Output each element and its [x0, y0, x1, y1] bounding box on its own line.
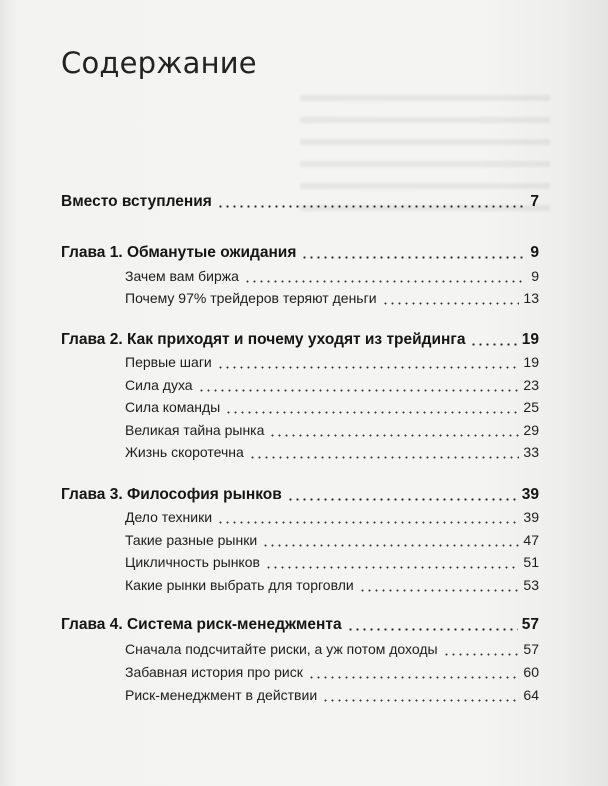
toc-section: [125, 576, 539, 593]
toc-entry-title: Глава 3. Философия рынков: [61, 485, 282, 503]
toc-entry-page: 64: [523, 687, 539, 703]
toc-entry-title: Такие разные рынки: [125, 532, 258, 548]
dot-leader: [382, 291, 520, 305]
toc-entry-page: 51: [523, 554, 539, 570]
toc-entry-title: Глава 4. Система риск-менеджмента: [61, 615, 342, 633]
toc-section: [125, 531, 539, 548]
dot-leader: [347, 615, 518, 631]
dot-leader: [269, 423, 519, 437]
toc-entry-page: 57: [523, 641, 539, 657]
dot-leader: [217, 355, 520, 369]
toc-entry-page: 9: [530, 243, 539, 261]
toc-entry-title: Почему 97% трейдеров теряют деньги: [125, 290, 377, 306]
toc-entry-page: 60: [523, 664, 539, 680]
dot-leader: [265, 555, 519, 569]
toc-entry-page: 7: [530, 192, 539, 210]
toc-entry-page: 25: [523, 399, 539, 415]
toc-entry-title: Риск-менеджмент в действии: [125, 687, 318, 703]
toc-entry-page: 13: [523, 290, 539, 306]
toc-entry-title: Цикличность рынков: [125, 554, 260, 570]
toc-section: [125, 353, 539, 370]
dot-leader: [244, 269, 523, 283]
toc-entry-page: 19: [523, 354, 539, 370]
toc-section: [125, 663, 539, 680]
dot-leader: [225, 400, 519, 414]
toc-section: [125, 686, 539, 703]
toc-entry-page: 19: [521, 330, 539, 348]
toc-entry-title: Зачем вам биржа: [125, 268, 239, 284]
toc-entry-page: 33: [523, 444, 539, 460]
toc-entry-title: Жизнь скоротечна: [125, 444, 244, 460]
toc-entry-title: Глава 2. Как приходят и почему уходят из трейдинга: [61, 330, 466, 348]
dot-leader: [217, 192, 523, 208]
dot-leader: [443, 642, 520, 656]
toc-entry-title: Сила духа: [125, 377, 193, 393]
toc-entry-page: 39: [523, 509, 539, 525]
toc-entry-title: Сначала подсчитайте риски, а уж потом доходы: [125, 641, 438, 657]
toc-entry-page: 29: [523, 422, 539, 438]
dot-leader: [249, 445, 520, 459]
toc-section: [125, 421, 539, 438]
toc-entry-title: Какие рынки выбрать для торговли: [125, 577, 354, 593]
toc-chapter-3: [61, 483, 539, 504]
toc-entry-title: Первые шаги: [125, 354, 212, 370]
toc-entry-page: 23: [523, 377, 539, 393]
toc-section: [125, 553, 539, 570]
toc-entry-title: Вместо вступления: [61, 192, 212, 210]
dot-leader: [470, 330, 517, 346]
toc-entry-title: Глава 1. Обманутые ожидания: [61, 243, 297, 261]
page-title: Содержание: [61, 46, 257, 80]
toc-entry-page: 57: [521, 615, 539, 633]
toc-entry-page: 53: [523, 577, 539, 593]
toc-section: [125, 640, 539, 657]
toc-chapter-1: [61, 241, 539, 262]
toc-entry-page: 9: [531, 268, 539, 284]
toc-section: [125, 289, 539, 306]
toc-section: [125, 376, 539, 393]
toc-section: [125, 267, 539, 284]
toc-chapter-4: [61, 613, 539, 634]
toc-entry-title: Великая тайна рынка: [125, 422, 265, 438]
toc-entry-page: 39: [521, 485, 539, 503]
toc-entry-page: 47: [523, 532, 539, 548]
toc-entry-title: Дело техники: [125, 509, 213, 525]
dot-leader: [198, 378, 520, 392]
toc-entry-title: Сила команды: [125, 399, 221, 415]
toc-section: [125, 398, 539, 415]
dot-leader: [322, 688, 519, 702]
toc-section: [125, 443, 539, 460]
dot-leader: [308, 665, 520, 679]
dot-leader: [359, 578, 520, 592]
dot-leader: [262, 533, 519, 547]
toc-intro: [61, 190, 539, 211]
toc-section: [125, 508, 539, 525]
dot-leader: [301, 243, 523, 259]
toc-entry-title: Забавная история про риск: [125, 664, 303, 680]
dot-leader: [217, 510, 519, 524]
dot-leader: [287, 485, 518, 501]
toc-chapter-2: [61, 328, 539, 349]
